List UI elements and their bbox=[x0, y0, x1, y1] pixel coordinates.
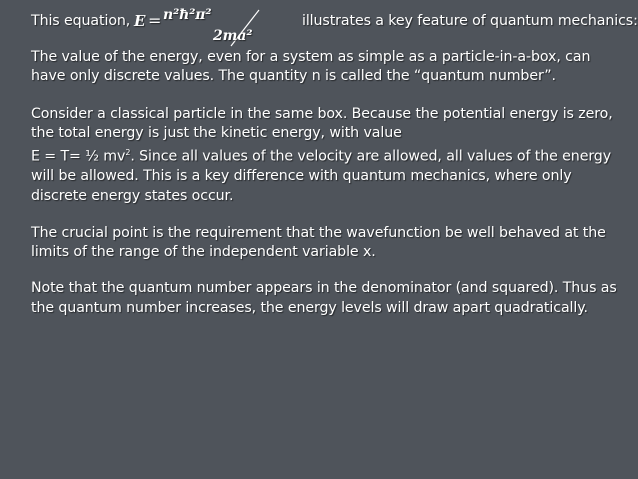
paragraph-classical-particle bbox=[31, 105, 621, 206]
equation-lhs: E bbox=[134, 12, 146, 30]
intro-line bbox=[31, 7, 638, 48]
squared-superscript: 2 bbox=[125, 148, 131, 158]
classical-line-5: discrete energy states occur. bbox=[31, 187, 234, 204]
equation-denominator: 2ma² bbox=[213, 28, 253, 44]
equation-equals: = bbox=[148, 11, 162, 30]
paragraph-discrete-values: The value of the energy, even for a system as simple as a particle-in-a-box, can have only discrete values. The quantity n is called the “quantum number”. bbox=[31, 49, 591, 85]
intro-text-before: This equation, bbox=[31, 13, 131, 29]
classical-line-1: Consider a classical particle in the same box. Because the potential energy is zero, bbox=[31, 105, 613, 122]
classical-line-2: the total energy is just the kinetic energy, with value bbox=[31, 124, 402, 141]
slide-content bbox=[31, 7, 638, 318]
paragraph-wavefunction: The crucial point is the requirement that the wavefunction be well behaved at the limits of the range of the independent variable x. bbox=[31, 224, 606, 261]
classical-line-3a: E = T= ½ mv bbox=[31, 148, 126, 165]
paragraph-quantum-number: Note that the quantum number appears in the denominator (and squared). Thus as the quantum number increases, the energy levels will draw apart quadratically. bbox=[31, 280, 617, 316]
equation-numerator: n²ħ²π² bbox=[163, 7, 212, 23]
classical-line-3b: . Since all values of the velocity are allowed, all values of the energy bbox=[130, 148, 612, 165]
energy-equation bbox=[131, 6, 301, 50]
classical-line-4: will be allowed. This is a key difference with quantum mechanics, where only bbox=[31, 168, 572, 185]
intro-text-after: illustrates a key feature of quantum mechanics: bbox=[302, 13, 638, 29]
